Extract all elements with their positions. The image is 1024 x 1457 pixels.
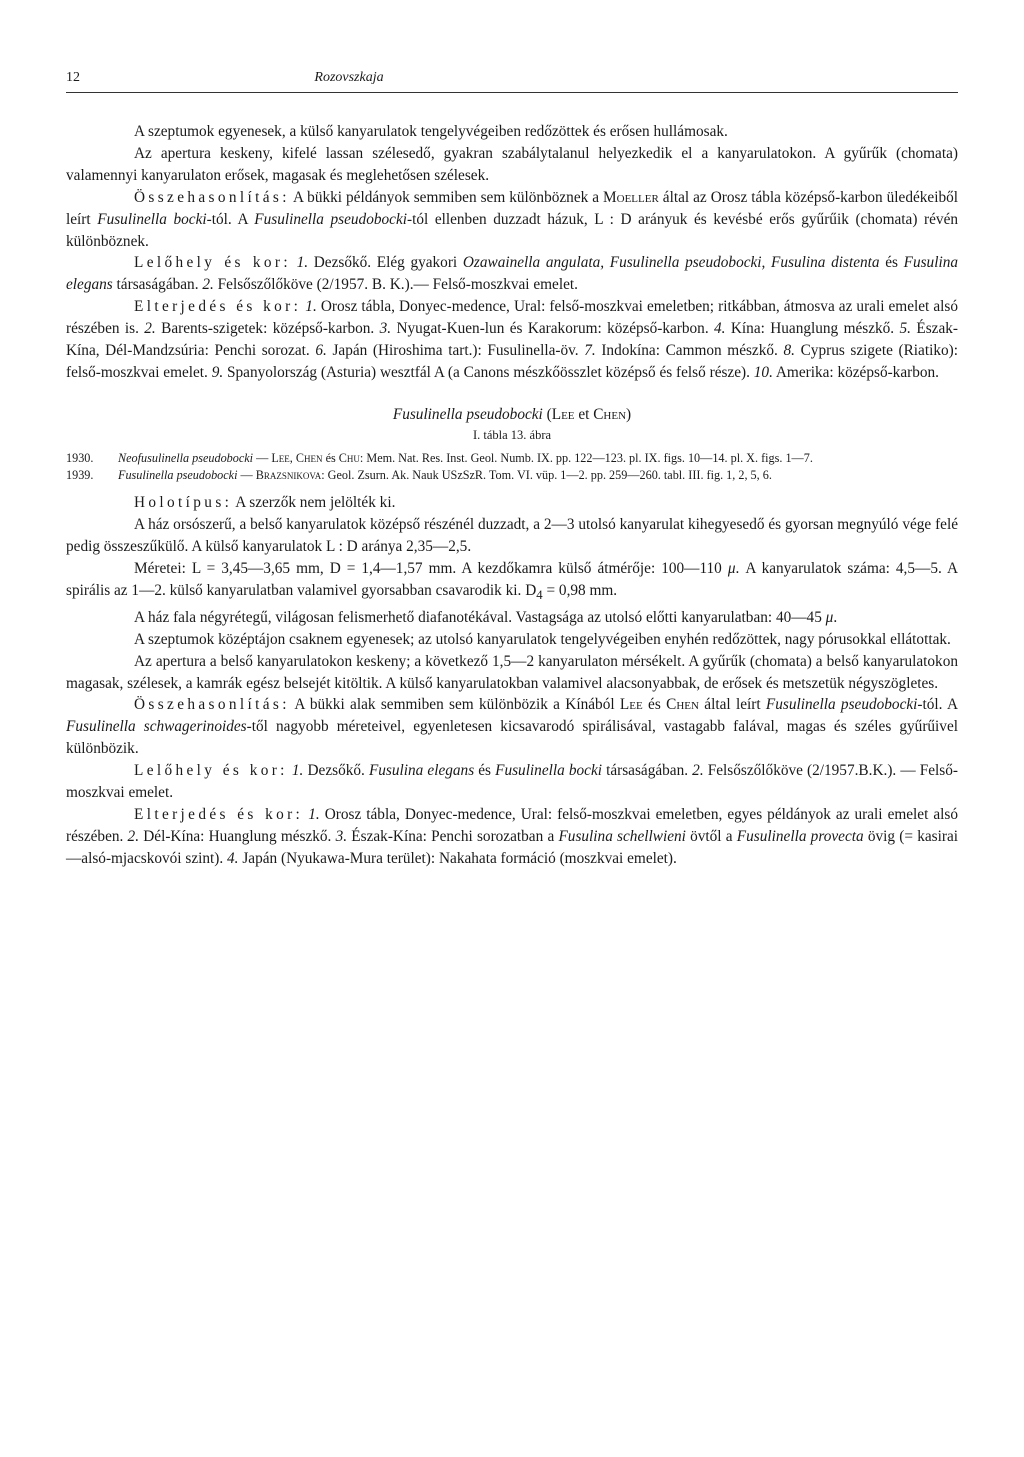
section-heading: Elterjedés és kor: xyxy=(134,298,302,316)
taxon-name: Fusulinella bocki xyxy=(97,210,207,228)
section-heading: Elterjedés és kor: xyxy=(134,806,304,824)
synonymy-entry: 1939. Fusulinella pseudobocki — Brazsnikova: Geol. Zsurn. Ak. Nauk USzSzR. Tom. VI. vüp. 1—2. pp. 259—260. tabl. III. fig. 1, 2, 5, 6. xyxy=(66,467,958,484)
species-heading xyxy=(66,404,958,444)
section-heading: Holotípus: xyxy=(134,494,233,512)
page xyxy=(66,70,958,870)
species-name: Fusulinella pseudobocki xyxy=(392,405,543,423)
section-heading: Lelőhely és kor: xyxy=(134,762,288,780)
taxon-name: Ozawainella angulata, Fusulinella pseudobocki, Fusulina distenta xyxy=(462,254,880,272)
taxon-name: Fusulina schellwieni xyxy=(558,827,686,845)
running-header xyxy=(66,70,958,93)
author-name: Moeller xyxy=(603,188,659,206)
section-heading: Lelőhely és kor: xyxy=(134,254,291,272)
paragraph: Összehasonlítás: A bükki alak semmiben sem különbözik a Kínából Lee és Chen által leírt Fusulinella pseudobocki-tól. A Fusulinella schwagerinoides-től nagyobb méreteivel, egyenletesen kicsavarodó spirálisával, vastagabb falával, magas és széles gyűrűivel különbözik. xyxy=(66,696,959,758)
synonymy-list xyxy=(66,450,958,484)
paragraph: Holotípus: A szerzők nem jelölték ki. xyxy=(134,494,396,512)
paragraph: A szeptumok egyenesek, a külső kanyarulatok tengelyvégeiben redőzöttek és erősen hullámosak. xyxy=(134,123,728,140)
taxon-name: Fusulina elegans xyxy=(368,762,475,780)
paragraph: Az apertura keskeny, kifelé lassan szélesedő, gyakran szabálytalanul helyezkedik el a kanyarulatokon. A gyűrűk (chomata) valamennyi kanyarulaton erősek, magasak és meglehetősen szélesek. xyxy=(66,144,958,184)
paragraph: A ház orsószerű, a belső kanyarulatok középső részénél duzzadt, a 2—3 utolsó kanyarulat kihegyesedő és gyorsan megnyúló vége felé pedig összeszűkülő. A külső kanyarulatok L : D aránya 2,35—2,5. xyxy=(66,516,958,556)
page-number: 12 xyxy=(66,70,80,85)
body-text xyxy=(66,121,958,384)
section-heading: Összehasonlítás: xyxy=(134,696,290,714)
paragraph: A szeptumok középtájon csaknem egyenesek; az utolsó kanyarulatok tengelyvégeiben enyhén redőzöttek, nagy pórusokkal ellátottak. xyxy=(134,630,951,648)
paragraph: Lelőhely és kor: 1. Dezsőkő. Elég gyakori Ozawainella angulata, Fusulinella pseudobocki, Fusulina distenta és Fusulina elegans társaságában. 2. Felsőszőlőköve (2/1957. B. K.).— Felső-moszkvai emelet. xyxy=(66,254,958,294)
ref-year: 1939. xyxy=(66,468,94,483)
taxon-name: Fusulinella pseudobocki xyxy=(765,696,918,714)
synonymy-entry: 1930. Neofusulinella pseudobocki — Lee, Chen és Chu: Mem. Nat. Res. Inst. Geol. Numb. IX. pp. 122—123. pl. IX. figs. 10—14. pl. X. figs. 1—7. xyxy=(66,450,958,467)
section-heading: Összehasonlítás: xyxy=(134,188,290,206)
paragraph: Lelőhely és kor: 1. Dezsőkő. Fusulina elegans és Fusulinella bocki társaságában. 2. Felsőszőlőköve (2/1957.B.K.). — Felső-moszkvai emelet. xyxy=(66,762,958,802)
taxon-name: Fusulinella provecta xyxy=(736,827,864,845)
plate-reference: I. tábla 13. ábra xyxy=(472,427,552,442)
taxon-name: Fusulinella schwagerinoides xyxy=(66,718,247,736)
running-title: Rozovszkaja xyxy=(314,70,384,85)
paragraph: Elterjedés és kor: 1. Orosz tábla, Donyec-medence, Ural: felső-moszkvai emeletben; ritkábban, átmosva az urali emelet alsó részében is. 2. Barents-szigetek: középső-karbon. 3. Nyugat-Kuen-lun és Karakorum: középső-karbon. 4. Kína: Huanglung mészkő. 5. Észak-Kína, Dél-Mandzsúria: Penchi sorozat. 6. Japán (Hiroshima tart.): Fusulinella-öv. 7. Indokína: Cammon mészkő. 8. Cyprus szigete (Riatiko): felső-moszkvai emelet. 9. Spanyolország (Asturia) wesztfál A (a Canons mészkőösszlet középső és felső része). 10. Amerika: középső-karbon. xyxy=(66,298,958,381)
taxon-name: Fusulinella bocki xyxy=(495,762,602,780)
paragraph: Az apertura a belső kanyarulatokon keskeny; a következő 1,5—2 kanyarulaton mérsékelt. A gyűrűk (chomata) a belső kanyarulatokon magasak, szélesek, a kamrák egész belsejét kitöltik. A külső kanyarulatokban valamivel alacsonyabbak, de erősek és metszetük négyszögletes. xyxy=(66,652,958,692)
paragraph: Elterjedés és kor: 1. Orosz tábla, Donyec-medence, Ural: felső-moszkvai emeletben, egyes példányok az urali emelet alsó részében. 2. Dél-Kína: Huanglung mészkő. 3. Észak-Kína: Penchi sorozatban a Fusulina schellwieni övtől a Fusulinella provecta övig (= kasirai—alsó-mjacskovói szint). 4. Japán (Nyukawa-Mura terület): Nakahata formáció (moszkvai emelet). xyxy=(66,806,959,867)
taxon-name: Fusulinella pseudobocki xyxy=(254,210,407,228)
species-title: Fusulinella pseudobocki (Lee et Chen) xyxy=(392,405,632,423)
ref-year: 1930. xyxy=(66,450,94,465)
paragraph: A ház fala négyrétegű, világosan felismerhető diafanotékával. Vastagsága az utolsó előtti kanyarulatban: 40—45 μ. xyxy=(134,608,838,626)
paragraph: Méretei: L = 3,45—3,65 mm, D = 1,4—1,57 mm. A kezdőkamra külső átmérője: 100—110 μ. A kanyarulatok száma: 4,5—5. A spirális az 1—2. külső kanyarulatban valamivel gyorsabban csavarodik ki. $D_4 = 0,98$ mm. xyxy=(66,560,958,602)
paragraph: Összehasonlítás: A bükki példányok semmiben sem különböznek a Moeller által az Orosz tábla középső-karbon üledékeiből leírt Fusulinella bocki-tól. A Fusulinella pseudobocki-tól ellenben duzzadt házuk, L : D arányuk és kevésbé erős gyűrűik (chomata) révén különböznek. xyxy=(66,188,959,250)
body-text-2 xyxy=(66,492,958,869)
taxon-name: Fusulina elegans xyxy=(66,254,958,294)
